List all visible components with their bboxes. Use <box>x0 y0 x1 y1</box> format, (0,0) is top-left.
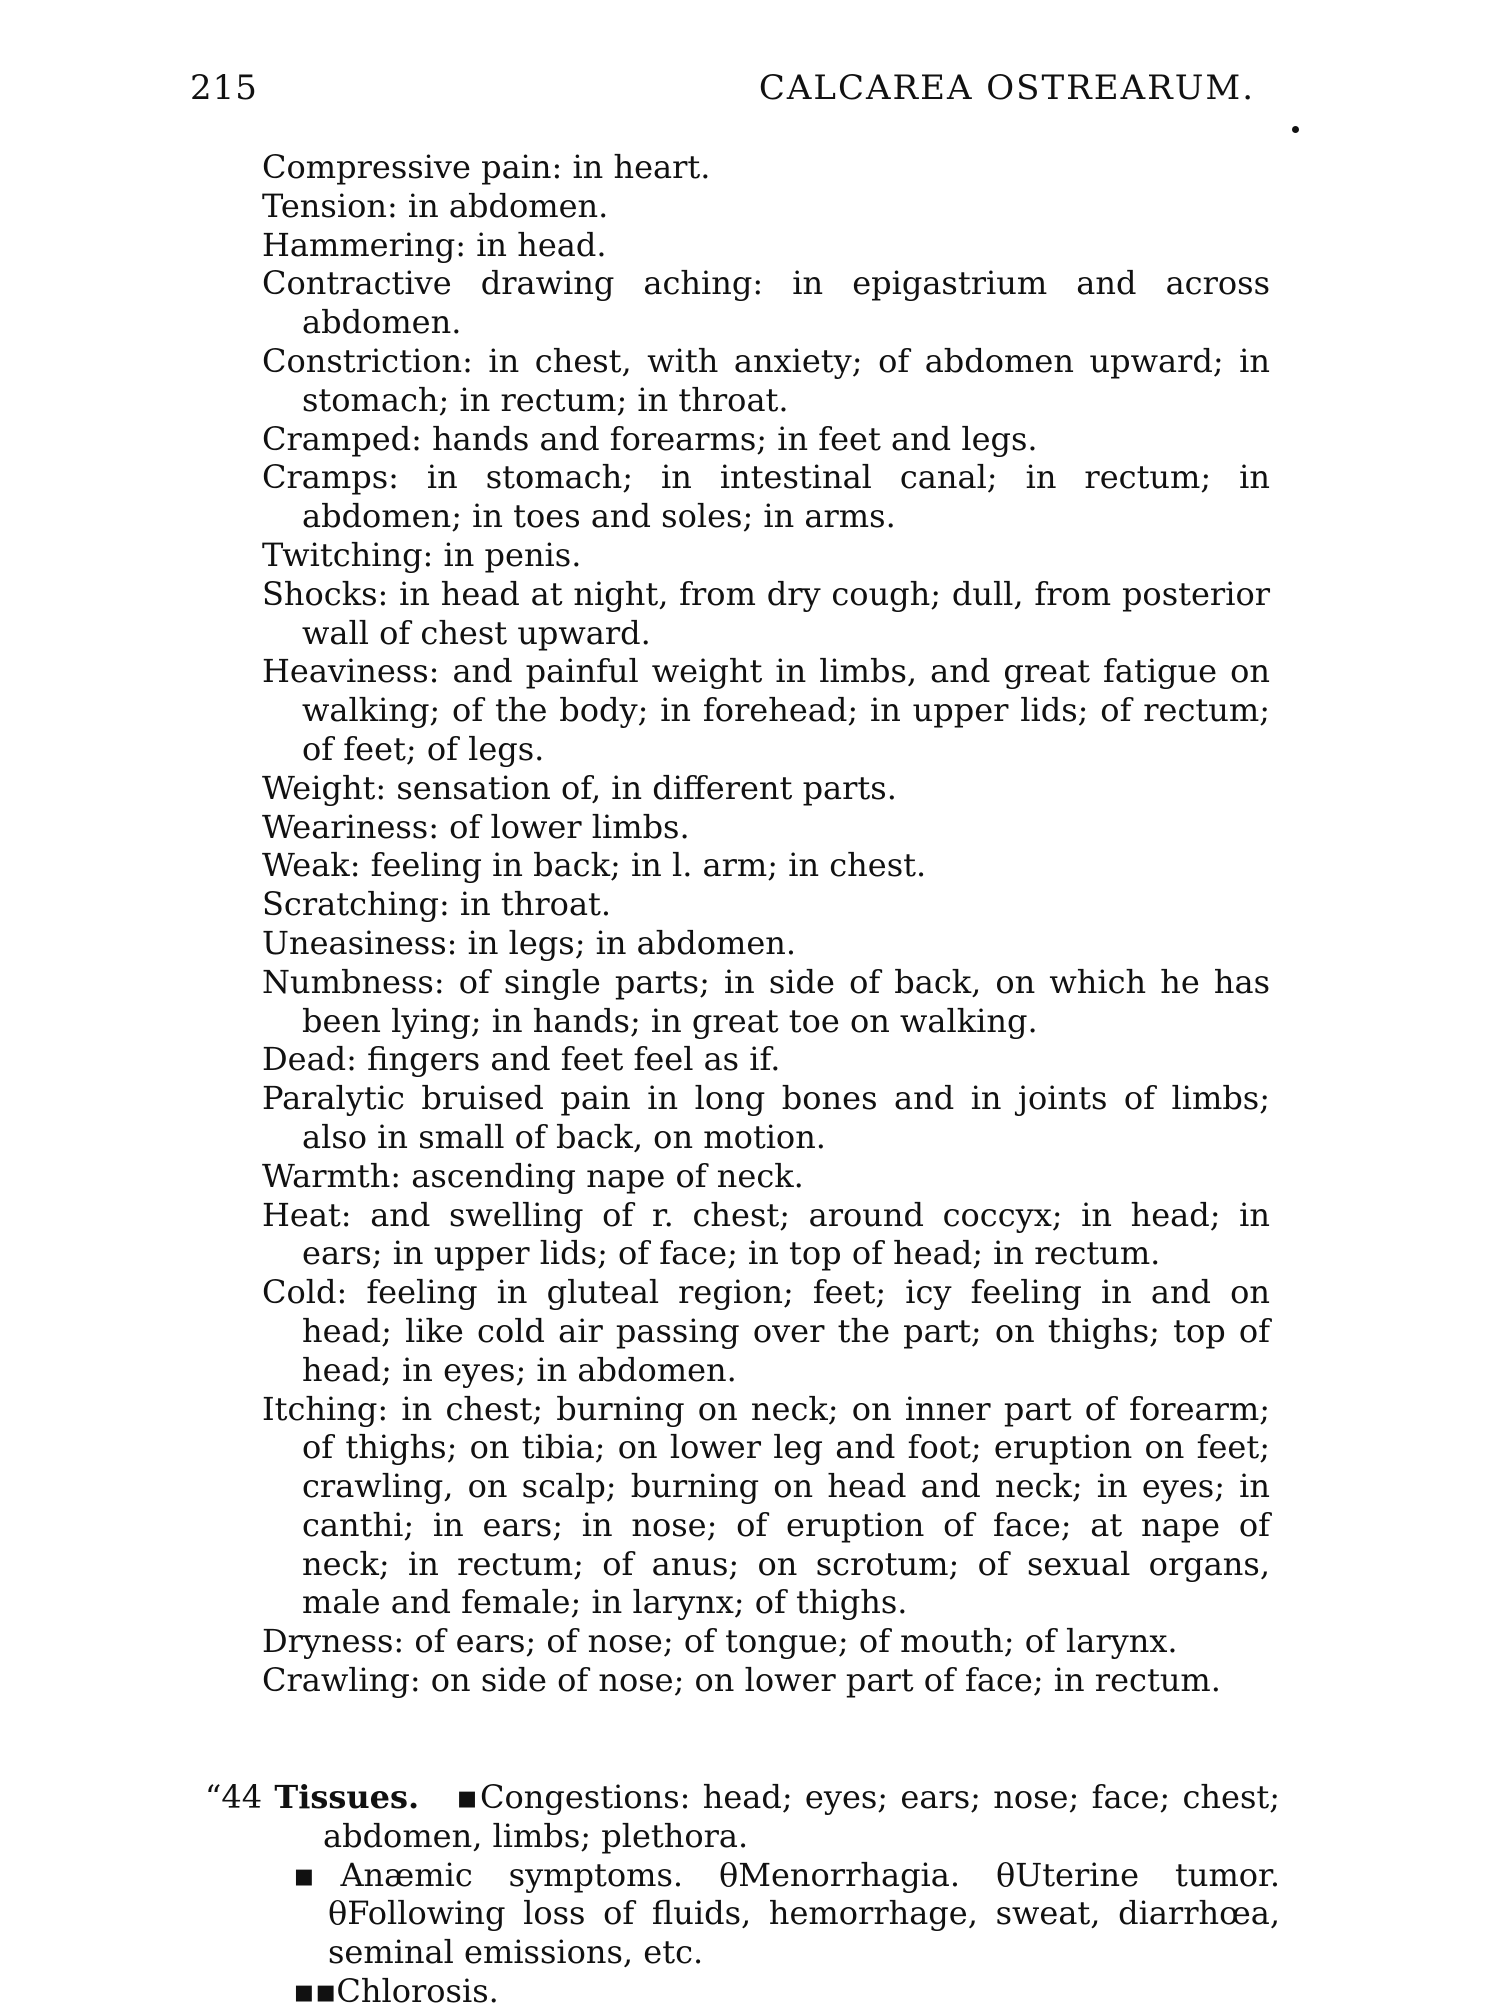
tissues-text: Congestions: head; eyes; ears; nose; face; chest; abdomen, limbs; plethora. <box>323 1778 1281 1855</box>
symptom-entry: Numbness: of single parts; in side of back, on which he has been lying; in hands; in great toe on walking. <box>262 962 1270 1040</box>
tissues-section <box>205 1778 1280 2011</box>
symptom-entry: Warmth: ascending nape of neck. <box>262 1156 804 1195</box>
symptom-entry: Crawling: on side of nose; on lower part of face; in rectum. <box>262 1661 1221 1700</box>
symptom-entry: Weariness: of lower limbs. <box>262 807 690 846</box>
tissues-item: ▪▪Chlorosis. <box>293 1971 499 2010</box>
symptom-entry: Weight: sensation of, in different parts. <box>262 768 897 807</box>
tissues-item: ▪Anæmic symptoms. θMenorrhagia. θUterine tumor. θFollowing loss of fluids, hemorrhage, sweat, diarrhœa, seminal emissions, etc. <box>293 1855 1281 1972</box>
symptom-entry: Constriction: in chest, with anxiety; of abdomen upward; in stomach; in rectum; in throat. <box>262 341 1270 419</box>
symptom-entry: Shocks: in head at night, from dry cough; dull, from posterior wall of chest upward. <box>262 574 1270 652</box>
page-number: 215 <box>190 68 258 108</box>
section-marker: ▪ <box>431 1778 481 1816</box>
symptom-entry: Cold: feeling in gluteal region; feet; icy feeling in and on head; like cold air passing over the part; on thighs; top of head; in eyes; in abdomen. <box>262 1273 1270 1389</box>
symptom-entry: Paralytic bruised pain in long bones and in joints of limbs; also in small of back, on motion. <box>262 1079 1270 1156</box>
symptom-entry: Compressive pain: in heart. <box>262 148 711 186</box>
symptom-entry: Cramped: hands and forearms; in feet and legs. <box>262 419 1038 458</box>
symptom-entry: Tension: in abdomen. <box>262 186 609 225</box>
item-marker: ▪▪ <box>293 1971 337 2010</box>
print-speck <box>1292 126 1299 133</box>
symptom-entry: Weak: feeling in back; in l. arm; in chest. <box>262 846 927 885</box>
symptom-entries <box>262 148 1270 1700</box>
symptom-entry: Scratching: in throat. <box>262 885 612 924</box>
running-head: CALCAREA OSTREARUM. <box>758 68 1255 108</box>
item-marker: ▪ <box>293 1855 341 1894</box>
symptom-entry: Heat: and swelling of r. chest; around coccyx; in head; in ears; in upper lids; of face; in top of head; in rectum. <box>262 1195 1270 1273</box>
section-number: “44 <box>205 1778 263 1816</box>
symptom-entry: Dead: fingers and feet feel as if. <box>262 1040 781 1079</box>
symptom-entry: Dryness: of ears; of nose; of tongue; of mouth; of larynx. <box>262 1622 1178 1661</box>
symptom-entry: Cramps: in stomach; in intestinal canal; in rectum; in abdomen; in toes and soles; in arms. <box>262 458 1270 536</box>
symptom-entry: Contractive drawing aching: in epigastrium and across abdomen. <box>262 264 1270 342</box>
section-heading: Tissues. <box>274 1778 420 1816</box>
symptom-entry: Twitching: in penis. <box>262 535 582 574</box>
tissues-paragraph <box>205 1778 1280 1856</box>
symptom-entry: Heaviness: and painful weight in limbs, and great fatigue on walking; of the body; in forehead; in upper lids; of rectum; of feet; of legs. <box>262 652 1270 768</box>
symptom-entry: Itching: in chest; burning on neck; on inner part of forearm; of thighs; on tibia; on lower leg and foot; eruption on feet; crawling, on scalp; burning on head and neck; in eyes; in canthi; in ears; in nose; of eruption of face; at nape of neck; in rectum; of anus; on scrotum; of sexual organs, male and female; in larynx; of thighs. <box>262 1389 1270 1622</box>
symptom-entry: Hammering: in head. <box>262 225 607 264</box>
symptom-entry: Uneasiness: in legs; in abdomen. <box>262 923 797 962</box>
